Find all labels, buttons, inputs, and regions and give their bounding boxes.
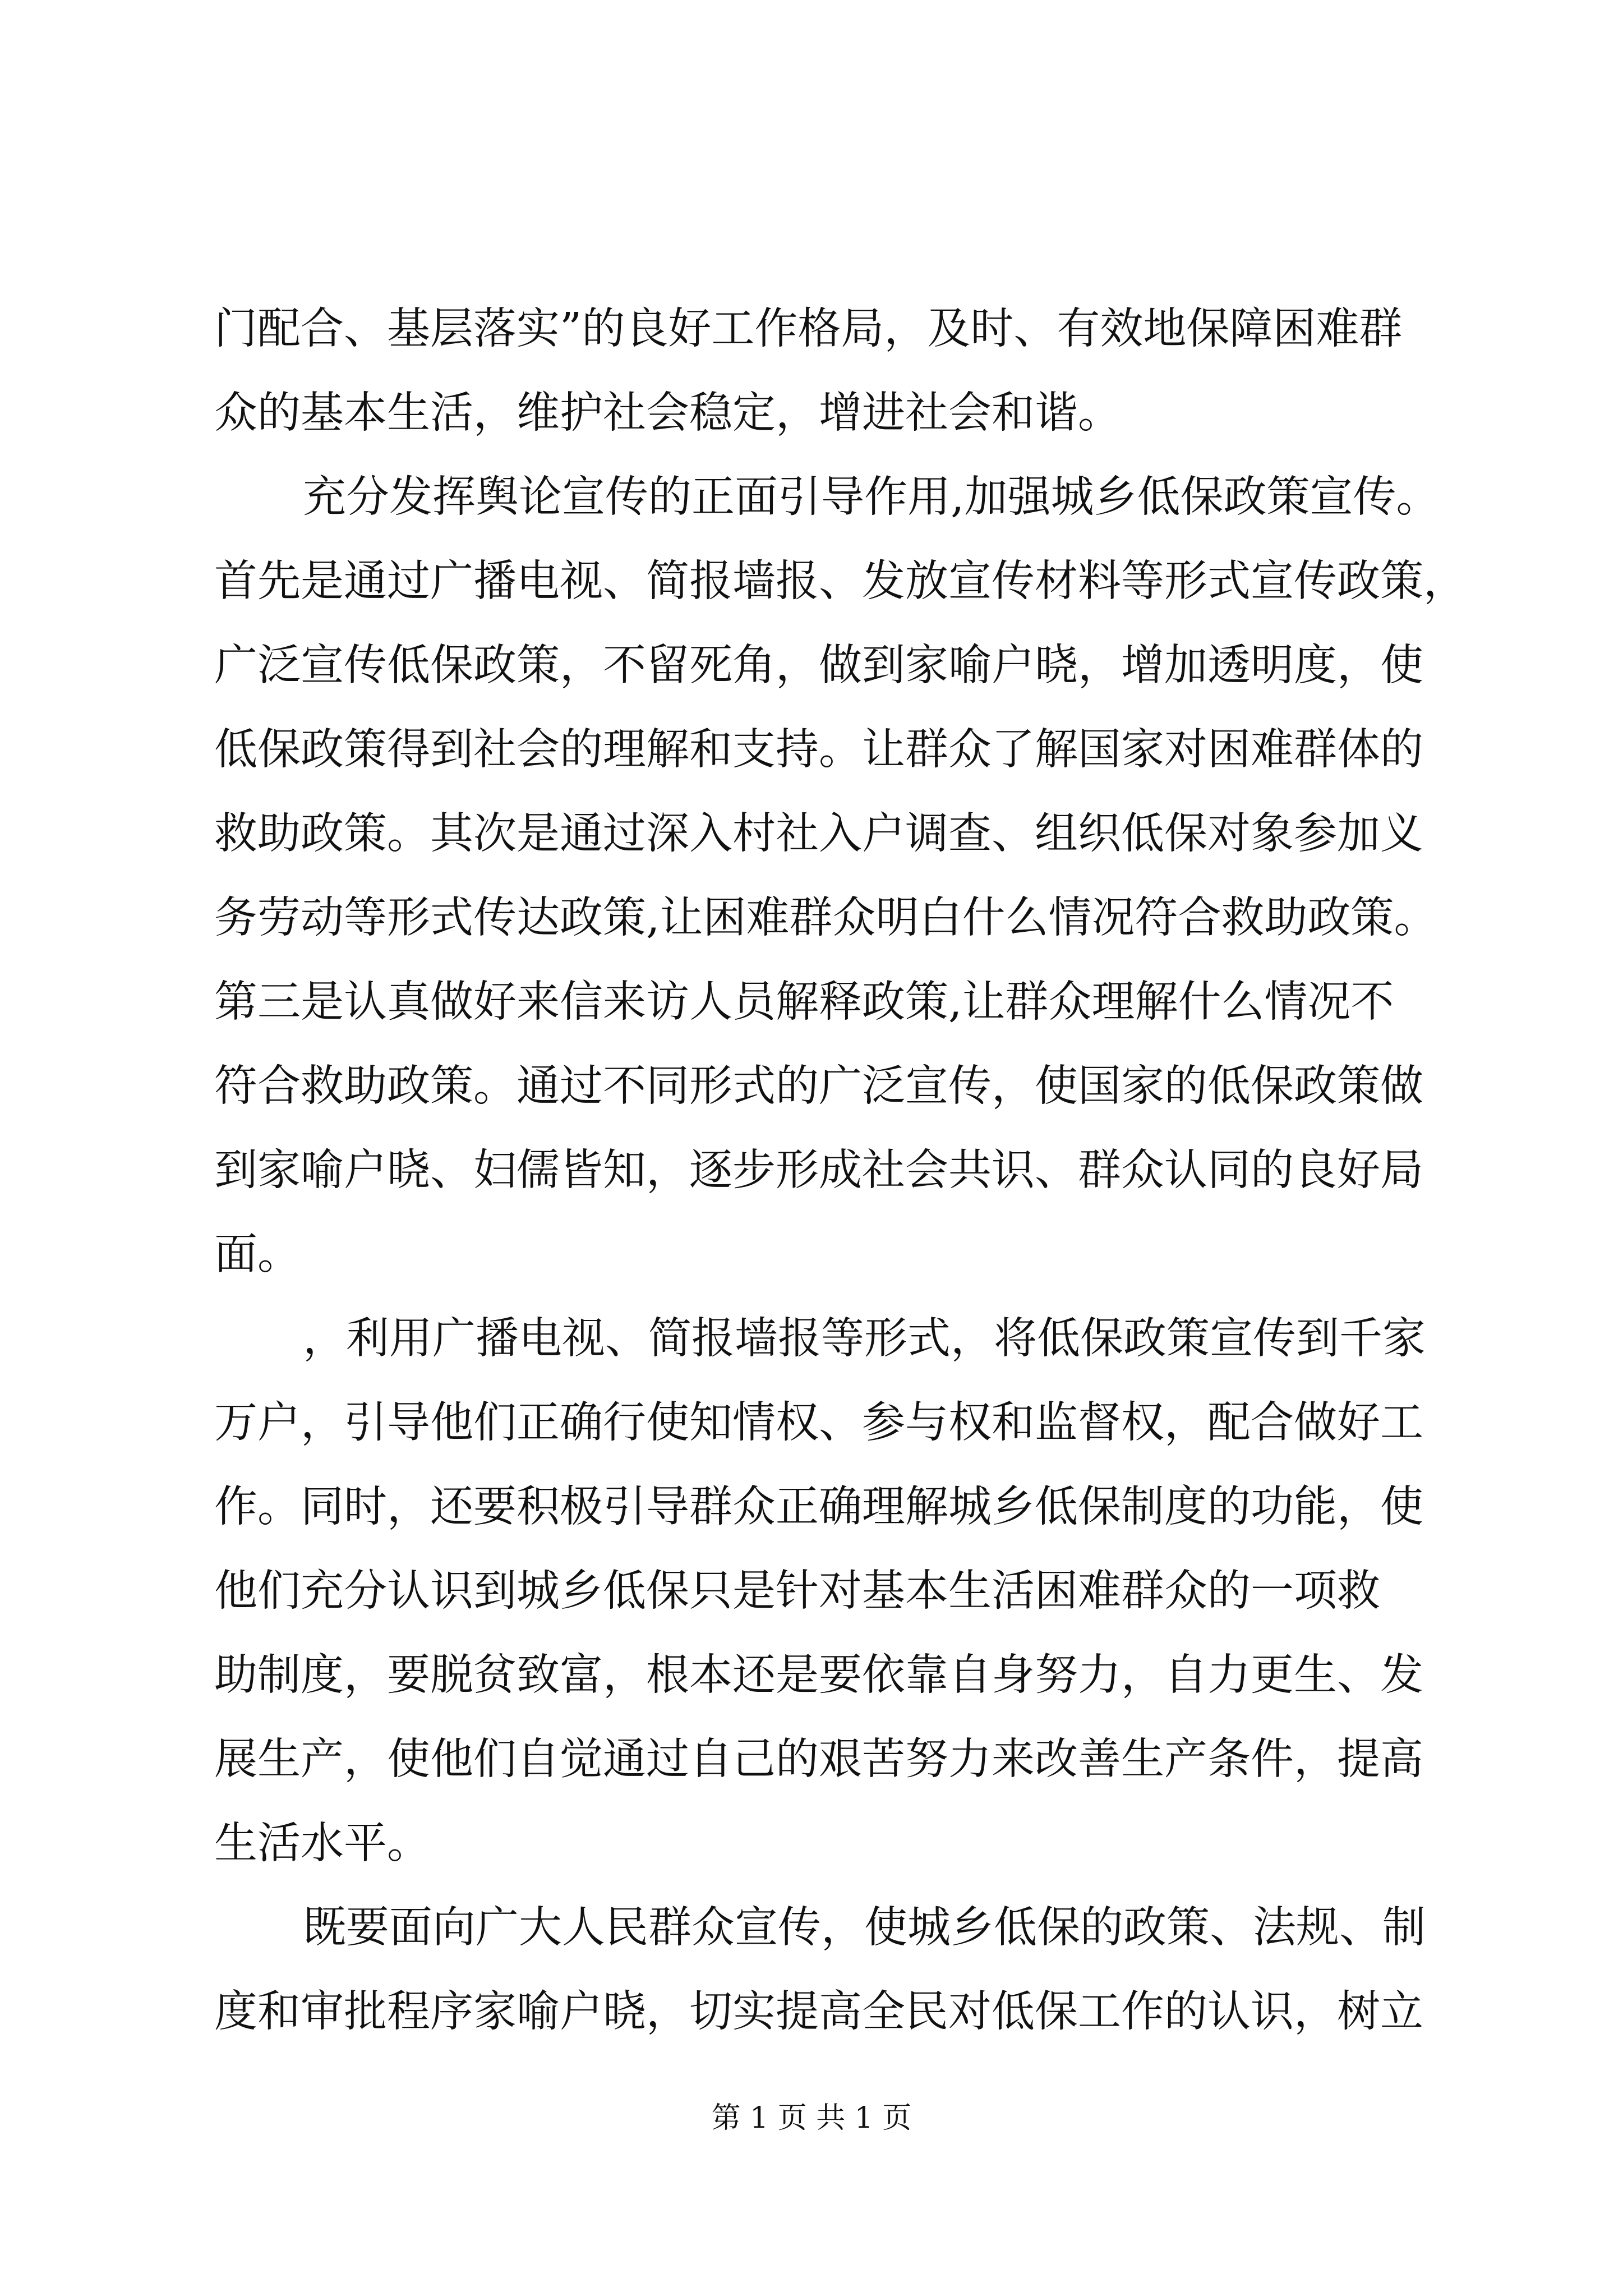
body-text-line: 充分发挥舆论宣传的正面引导作用,加强城乡低保政策宣传。 [303, 472, 1440, 522]
body-text-line: 务劳动等形式传达政策,让困难群众明白什么情况符合救助政策。 [214, 893, 1437, 943]
body-text-line: 生活水平。 [214, 1819, 430, 1869]
body-text-line: 广泛宣传低保政策，不留死角，做到家喻户晓，增加透明度，使 [214, 641, 1423, 691]
body-text-line: 既要面向广大人民群众宣传，使城乡低保的政策、法规、制 [303, 1903, 1426, 1953]
body-text-line: 到家喻户晓、妇儒皆知，逐步形成社会共识、群众认同的良好局 [214, 1145, 1423, 1195]
body-text-line: 低保政策得到社会的理解和支持。让群众了解国家对困难群体的 [214, 725, 1423, 775]
body-text-line: 他们充分认识到城乡低保只是针对基本生活困难群众的一项救 [214, 1566, 1380, 1616]
body-text-line: 面。 [214, 1230, 301, 1280]
body-text-line: 符合救助政策。通过不同形式的广泛宣传，使国家的低保政策做 [214, 1061, 1423, 1111]
body-text-line: 第三是认真做好来信来访人员解释政策,让群众理解什么情况不 [214, 977, 1394, 1027]
body-text-line: 门配合、基层落实”的良好工作格局，及时、有效地保障困难群 [214, 304, 1403, 354]
body-text-line: 万户，引导他们正确行使知情权、参与权和监督权，配合做好工 [214, 1398, 1423, 1448]
body-text-line: 度和审批程序家喻户晓，切实提高全民对低保工作的认识，树立 [214, 1987, 1423, 2037]
body-text-line: 众的基本生活，维护社会稳定，增进社会和谐。 [214, 388, 1121, 438]
body-text-line: 展生产，使他们自觉通过自己的艰苦努力来改善生产条件，提高 [214, 1734, 1423, 1784]
body-text-line: 助制度，要脱贫致富，根本还是要依靠自身努力，自力更生、发 [214, 1650, 1423, 1700]
body-text-line: 作。同时，还要积极引导群众正确理解城乡低保制度的功能，使 [214, 1482, 1423, 1532]
body-text-line: ，利用广播电视、简报墙报等形式，将低保政策宣传到千家 [303, 1314, 1426, 1364]
body-text-line: 首先是通过广播电视、简报墙报、发放宣传材料等形式宣传政策， [214, 556, 1467, 606]
page-footer: 第 1 页 共 1 页 [711, 2101, 912, 2135]
body-text-line: 救助政策。其次是通过深入村社入户调查、组织低保对象参加义 [214, 809, 1423, 859]
